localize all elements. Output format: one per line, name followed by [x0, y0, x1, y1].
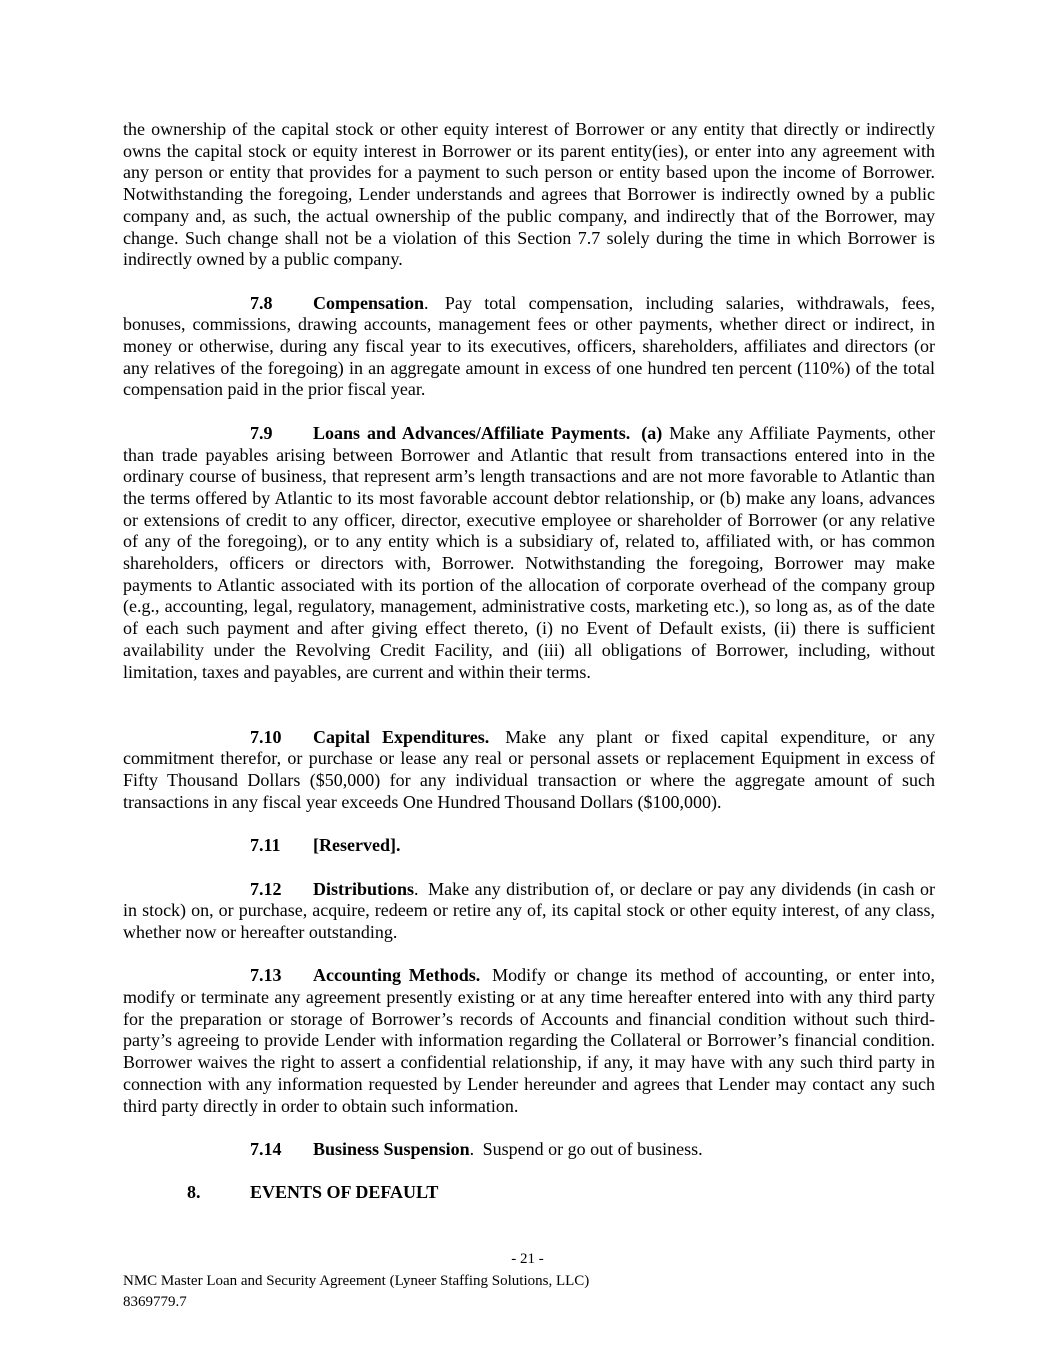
- section-7-11: [123, 835, 935, 857]
- section-body: Pay total compensation, including salaries, withdrawals, fees, bonuses, commissions, drawing accounts, management fees or other payments, whether direct or indirect, in money or otherwise, during any fiscal year to its executives, officers, shareholders, affiliates and directors (or any relatives of the foregoing) in an aggregate amount in excess of one hundred ten percent (110%) of the total compensation paid in the prior fiscal year.: [123, 292, 936, 400]
- section-title-punctuation: [400, 835, 404, 855]
- section-title: Capital Expenditures.: [313, 726, 490, 747]
- section-7-13: [123, 965, 935, 1117]
- section-subpart: (a): [641, 422, 663, 443]
- section-title-punctuation: [630, 423, 634, 443]
- document-footer: [123, 1271, 935, 1312]
- document-body: [123, 119, 935, 1204]
- section-7-10: [123, 727, 935, 814]
- section-title: Distributions: [313, 878, 415, 899]
- section-number: 7.9: [250, 422, 273, 443]
- section-title: Compensation: [313, 292, 425, 313]
- section-body: Make any Affiliate Payments, other than trade payables arising between Borrower and Atlantic that result from transactions entered into in the ordinary course of business, that represent arm’s length transactions and are not more favorable to Atlantic than the terms offered by Atlantic to its most favorable account debtor relationship, or (b) make any loans, advances or extensions of credit to any officer, director, executive employee or shareholder of Borrower (or any relative of any of the foregoing), or to any entity which is a subsidiary of, related to, affiliated with, or has common shareholders, officers or directors with, Borrower. Notwithstanding the foregoing, Borrower may make payments to Atlantic associated with its portion of the allocation of corporate overhead of the company group (e.g., accounting, legal, regulatory, management, administrative costs, marketing etc.), so long as, as of the date of each such payment and after giving effect thereto, (i) no Event of Default exists, (ii) there is sufficient availability under the Revolving Credit Facility, and (iii) all obligations of Borrower, including, without limitation, taxes and payables, are current and within their terms.: [123, 422, 936, 682]
- section-number: 7.11: [250, 835, 281, 856]
- section-number: 7.10: [250, 726, 282, 747]
- article-number: 8.: [187, 1182, 201, 1203]
- section-title-punctuation: [489, 727, 493, 747]
- section-body: Modify or change its method of accounting, or enter into, modify or terminate any agreement presently existing or at any time hereafter entered into with any third party for the preparation or storage of Borrower’s records of Accounts and financial condition without such third-party’s agreeing to provide Lender with information regarding the Collateral or Borrower’s financial condition. Borrower waives the right to assert a confidential relationship, if any, it may have with any such third party in connection with any information requested by Lender hereunder and agrees that Lender may contact any such third party directly in order to obtain such information.: [123, 965, 935, 1116]
- section-body: Make any distribution of, or declare or pay any dividends (in cash or in stock) on, or purchase, acquire, redeem or retire any of, its capital stock or other equity interest, of any class, whether now or hereafter outstanding.: [123, 878, 935, 942]
- section-number: 7.8: [250, 292, 273, 313]
- section-number: 7.14: [250, 1138, 282, 1159]
- footer-agreement-name: NMC Master Loan and Security Agreement (Lyneer Staffing Solutions, LLC): [123, 1273, 590, 1289]
- section-number: 7.12: [250, 878, 282, 899]
- paragraph-continuation-7-7: the ownership of the capital stock or other equity interest of Borrower or any entity that directly or indirectly owns the capital stock or equity interest in Borrower or its parent entity(ies), or enter into any agreement with any person or entity that provides for a payment to such person or entity based upon the income of Borrower. Notwithstanding the foregoing, Lender understands and agrees that Borrower is indirectly owned by a public company and, as such, the actual ownership of the public company, and indirectly that of the Borrower, may change. Such change shall not be a violation of this Section 7.7 solely during the time in which Borrower is indirectly owned by a public company.: [123, 119, 935, 270]
- section-7-9: [123, 423, 935, 683]
- section-title: Loans and Advances/Affiliate Payments.: [313, 422, 631, 443]
- section-title-punctuation: .: [469, 1138, 475, 1159]
- page-number: - 21 -: [511, 1251, 544, 1267]
- section-title: Accounting Methods.: [313, 965, 481, 986]
- article-title: EVENTS OF DEFAULT: [250, 1182, 439, 1203]
- section-title: [Reserved].: [313, 835, 401, 856]
- section-title-punctuation: .: [424, 292, 429, 313]
- section-7-8: [123, 293, 935, 402]
- article-8-heading: [123, 1182, 935, 1204]
- section-7-14: [123, 1139, 935, 1161]
- section-body: Suspend or go out of business.: [482, 1138, 703, 1159]
- section-body: Make any plant or fixed capital expenditure, or any commitment therefor, or purchase or lease any real or personal assets or replacement Equipment in excess of Fifty Thousand Dollars ($50,000) for any individual transaction or where the aggregate amount of such transactions in any fiscal year exceeds One Hundred Thousand Dollars ($100,000).: [123, 726, 935, 812]
- section-7-12: [123, 879, 935, 944]
- section-title-punctuation: .: [414, 878, 419, 899]
- footer-document-id: 8369779.7: [123, 1293, 187, 1310]
- section-title: Business Suspension: [313, 1138, 470, 1159]
- section-number: 7.13: [250, 965, 282, 986]
- section-title-punctuation: [480, 965, 484, 985]
